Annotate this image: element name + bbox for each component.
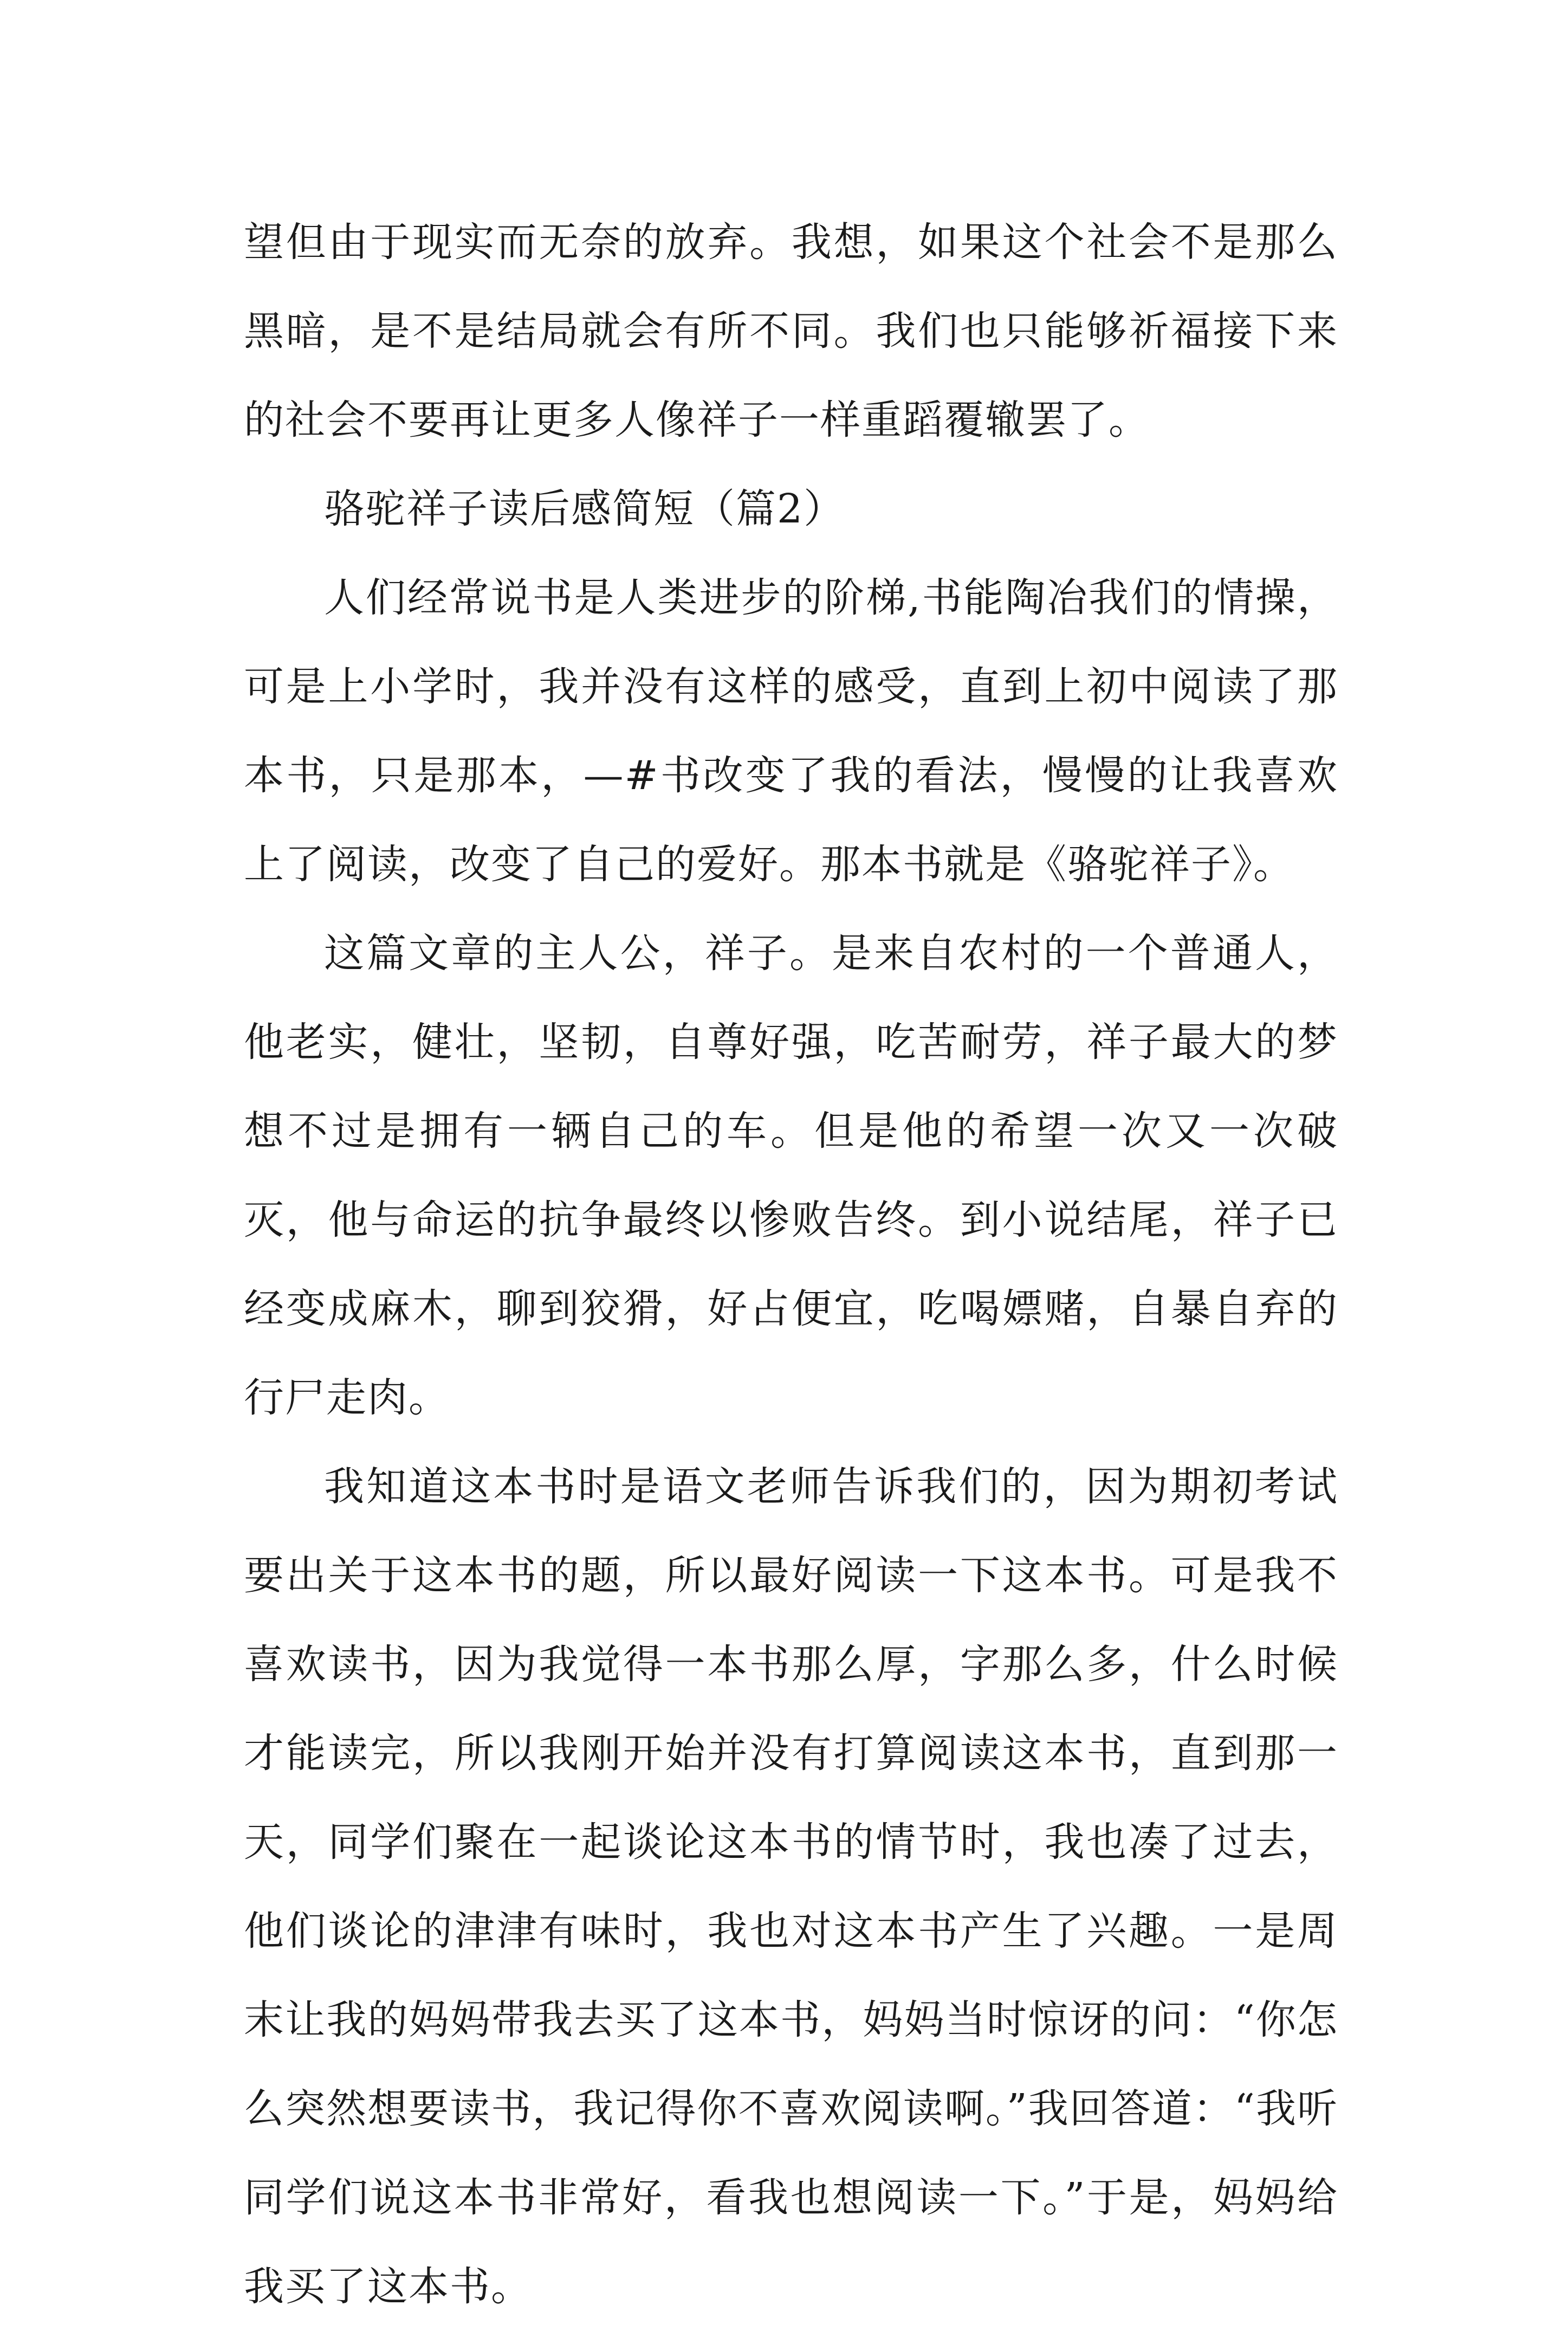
document-body (244, 198, 1338, 2331)
paragraph: 人们经常说书是人类进步的阶梯,书能陶冶我们的情操，可是上小学时，我并没有这样的感受，直到上初中阅读了那本书，只是那本，—#书改变了我的看法，慢慢的让我喜欢上了阅读，改变了自己的爱好。那本书就是《骆驼祥子》。 (244, 574, 1338, 888)
paragraph-continuation: 望但由于现实而无奈的放弃。我想，如果这个社会不是那么黑暗，是不是结局就会有所不同。我们也只能够祈福接下来的社会不要再让更多人像祥子一样重蹈覆辙罢了。 (244, 219, 1338, 443)
paragraph: 这篇文章的主人公，祥子。是来自农村的一个普通人，他老实，健壮，坚韧，自尊好强，吃苦耐劳，祥子最大的梦想不过是拥有一辆自己的车。但是他的希望一次又一次破灭，他与命运的抗争最终以惨败告终。到小说结尾，祥子已经变成麻木，聊到狡猾，好占便宜，吃喝嫖赌，自暴自弃的行尸走肉。 (244, 930, 1338, 1421)
paragraph: 我知道这本书时是语文老师告诉我们的，因为期初考试要出关于这本书的题，所以最好阅读一下这本书。可是我不喜欢读书，因为我觉得一本书那么厚，字那么多，什么时候才能读完，所以我刚开始并没有打算阅读这本书，直到那一天，同学们聚在一起谈论这本书的情节时，我也凑了过去，他们谈论的津津有味时，我也对这本书产生了兴趣。一是周末让我的妈妈带我去买了这本书，妈妈当时惊讶的问：“你怎么突然想要读书，我记得你不喜欢阅读啊。”我回答道：“我听同学们说这本书非常好，看我也想阅读一下。”于是，妈妈给我买了这本书。 (244, 1463, 1338, 2310)
section-heading: 骆驼祥子读后感简短（篇2） (324, 486, 845, 532)
